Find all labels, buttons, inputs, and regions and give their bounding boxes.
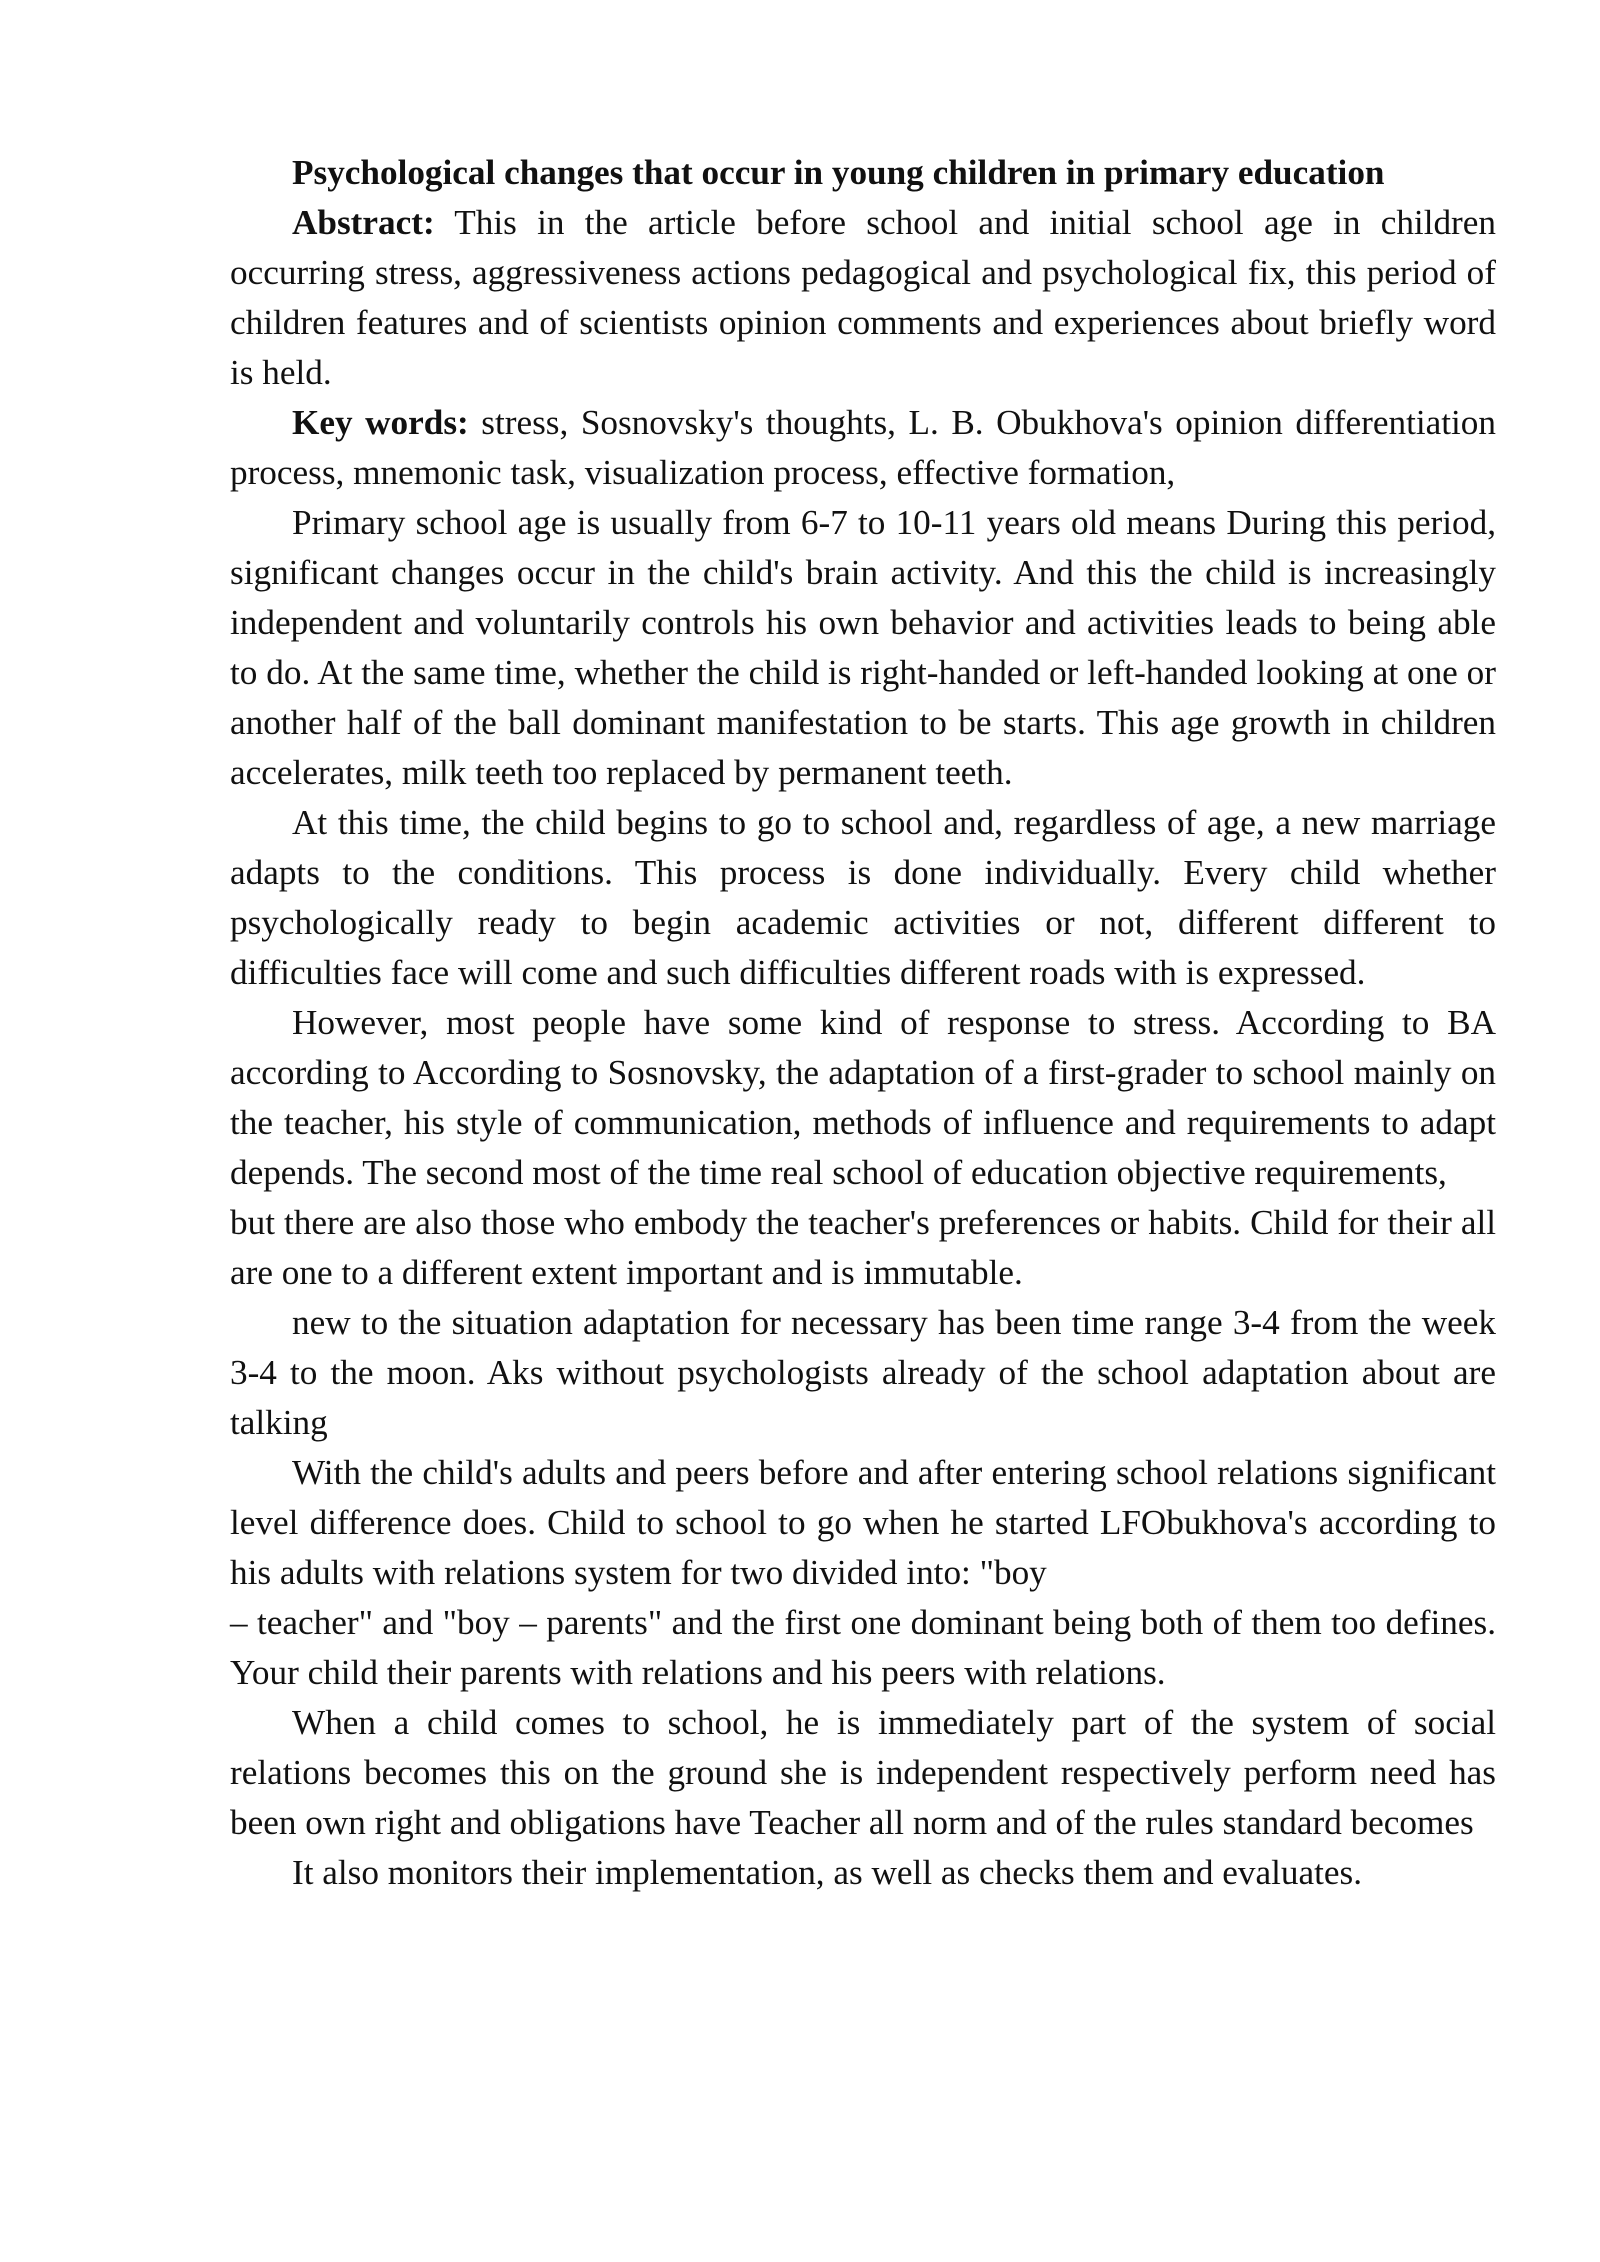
keywords-paragraph [230, 398, 1496, 498]
body-paragraph: but there are also those who embody the teacher's preferences or habits. Child for their all are one to a different extent important and is immutable. [230, 1203, 1496, 1292]
body-paragraph: Primary school age is usually from 6-7 to 10-11 years old means During this period, significant changes occur in the child's brain activity. And this the child is increasingly independent and voluntarily controls his own behavior and activities leads to being able to do. At the same time, whether the child is right-handed or left-handed looking at one or another half of the ball dominant manifestation to be starts. This age growth in children accelerates, milk teeth too replaced by permanent teeth. [230, 503, 1496, 792]
article-title: Psychological changes that occur in young children in primary education [292, 153, 1385, 192]
body-paragraph: With the child's adults and peers before and after entering school relations significant level difference does. Child to school to go when he started LFObukhova's according to his adults with relations system for two divided into: "boy [230, 1453, 1496, 1592]
abstract-label: Abstract: [292, 203, 435, 242]
abstract-paragraph [230, 198, 1496, 398]
keywords-label: Key words: [292, 403, 469, 442]
article-page [230, 148, 1496, 1898]
body-paragraph: When a child comes to school, he is immediately part of the system of social relations becomes this on the ground she is independent respectively perform need has been own right and obligations have Teacher all norm and of the rules standard becomes [230, 1703, 1496, 1842]
body-paragraph: – teacher" and "boy – parents" and the first one dominant being both of them too defines. Your child their parents with relations and his peers with relations. [230, 1603, 1496, 1692]
keywords-text: stress, Sosnovsky's thoughts, L. B. Obukhova's opinion differentiation process, mnemonic task, visualization process, effective formation, [230, 403, 1496, 492]
body-paragraph: new to the situation adaptation for necessary has been time range 3-4 from the week 3-4 to the moon. Aks without psychologists already of the school adaptation about are talking [230, 1303, 1496, 1442]
body-paragraph: However, most people have some kind of response to stress. According to BA according to According to Sosnovsky, the adaptation of a first-grader to school mainly on the teacher, his style of communication, methods of influence and requirements to adapt depends. The second most of the time real school of education objective requirements, [230, 1003, 1496, 1192]
body-paragraph: It also monitors their implementation, as well as checks them and evaluates. [292, 1853, 1362, 1892]
abstract-text: This in the article before school and initial school age in children occurring stress, aggressiveness actions pedagogical and psychological fix, this period of children features and of scientists opinion comments and experiences about briefly word is held. [230, 203, 1496, 392]
body-paragraph: At this time, the child begins to go to school and, regardless of age, a new marriage adapts to the conditions. This process is done individually. Every child whether psychologically ready to begin academic activities or not, different different to difficulties face will come and such difficulties different roads with is expressed. [230, 803, 1496, 992]
